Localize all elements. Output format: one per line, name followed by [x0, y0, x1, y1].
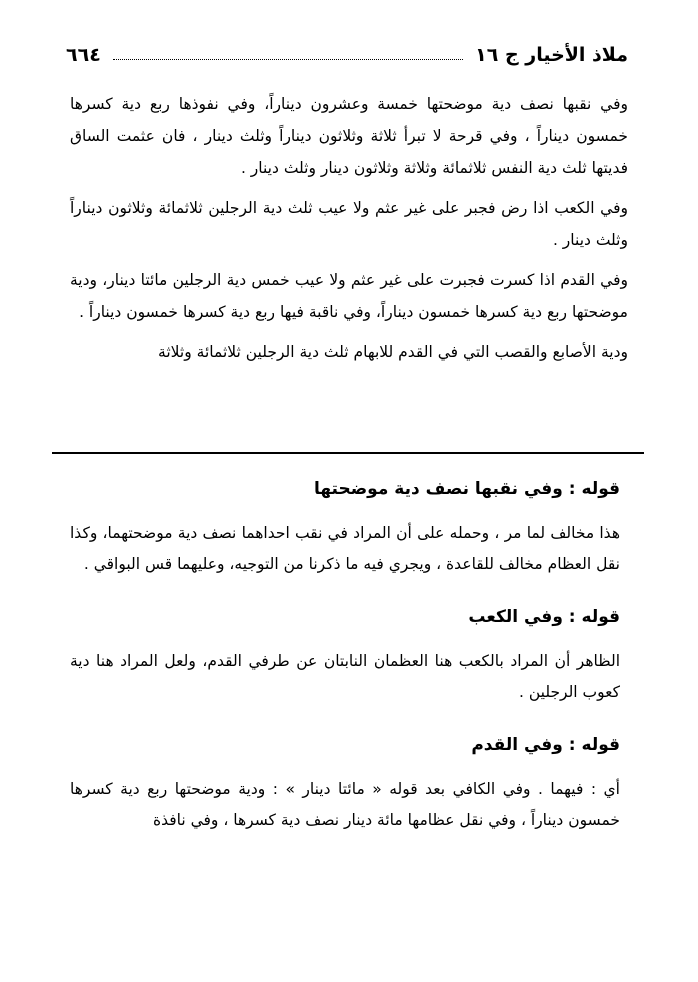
commentary-heading: قوله : وفي نقبها نصف دية موضحتها [313, 479, 620, 499]
main-paragraph: وفي نقبها نصف دية موضحتها خمسة وعشرون ديناراً، وفي نفوذها ربع دية كسرها خمسون ديناراً ، وفي قرحة لا تبرأ ثلاثة وثلاثون ديناراً وثلث دينار ، فان عثمت الساق فديتها ثلث دية النفس ثلاثمائة وثلاثة وثلاثون دينار وثلث دينار . [70, 95, 628, 177]
commentary-text: هذا مخالف لما مر ، وحمله على أن المراد في نقب احداهما نصف دية موضحتهما، وكذا نقل العظام مخالف للقاعدة ، ويجري فيه ما ذكرنا من التوجيه، وعليهما قس البواقي . [70, 524, 620, 573]
main-paragraph: ودية الأصابع والقصب التي في القدم للابهام ثلث دية الرجلين ثلاثمائة وثلاثة [158, 343, 628, 361]
main-text [70, 88, 628, 376]
footnote-separator [52, 452, 644, 454]
commentary-section [70, 466, 620, 850]
main-paragraph: وفي القدم اذا كسرت فجبرت على غير عثم ولا عيب خمس دية الرجلين مائتا دينار، ودية موضحتها ربع دية كسرها خمسون ديناراً، وفي ناقبة فيها ربع دية كسرها خمسون ديناراً . [70, 271, 628, 321]
book-title: ملاذ الأخيار ج ١٦ [475, 44, 628, 66]
page-number: ٦٦٤ [66, 44, 101, 66]
main-paragraph: وفي الكعب اذا رض فجبر على غير عثم ولا عيب ثلث دية الرجلين ثلاثمائة وثلاثون ديناراً وثلث دينار . [70, 199, 628, 249]
header-dotted-leader [113, 59, 463, 60]
commentary-text: الظاهر أن المراد بالكعب هنا العظمان النابتان عن طرفي القدم، ولعل المراد هنا دية كعوب الرجلين . [70, 652, 620, 701]
page-header [66, 40, 628, 70]
commentary-heading: قوله : وفي القدم [471, 735, 620, 755]
commentary-heading: قوله : وفي الكعب [468, 607, 620, 627]
commentary-text: أي : فيهما . وفي الكافي بعد قوله « مائتا دينار » : ودية موضحتها ربع دية كسرها خمسون ديناراً ، وفي نقل عظامها مائة دينار نصف دية كسرها ، وفي نافذة [70, 780, 620, 829]
